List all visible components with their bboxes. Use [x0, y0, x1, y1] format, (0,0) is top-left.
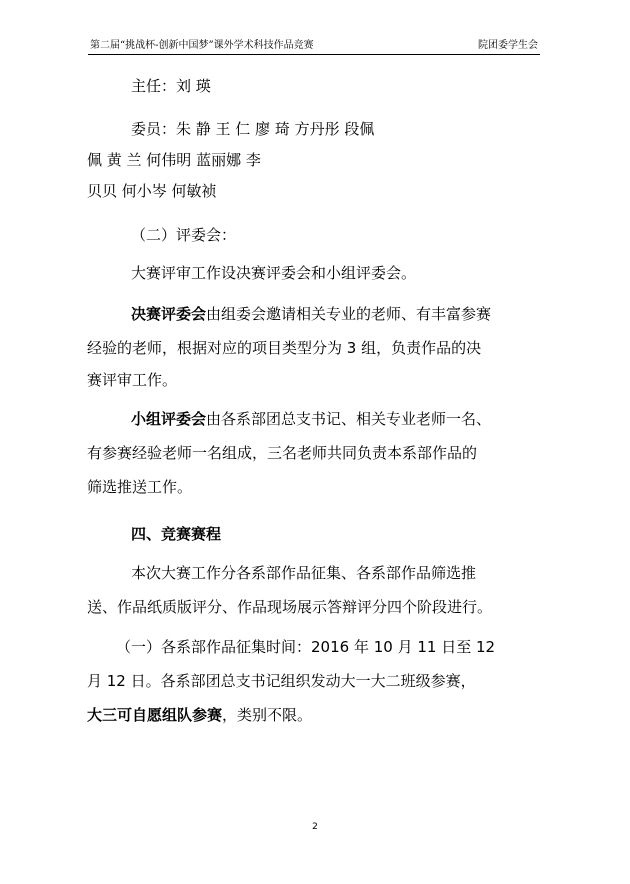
phase1-bold-text: 大三可自愿组队参赛	[87, 706, 223, 724]
group-committee-line-3: 筛选推送工作。	[87, 478, 193, 496]
group-committee-label: 小组评委会	[131, 410, 207, 428]
group-committee-line-1	[131, 409, 491, 429]
schedule-line-2: 送、作品纸质版评分、作品现场展示答辩评分四个阶段进行。	[87, 598, 493, 616]
phase1-rest-text: ，类别不限。	[222, 706, 313, 724]
schedule-section-heading: 四、竞赛赛程	[131, 525, 222, 543]
phase1-line-2: 月 12 日。各系部团总支书记组织发动大一大二班级参赛，	[87, 672, 476, 690]
page-number: 2	[312, 822, 318, 832]
group-committee-text: 由各系部团总支书记、相关专业老师一名、	[206, 410, 492, 428]
final-committee-text: 由组委会邀请相关专业的老师、有丰富参赛	[206, 305, 492, 323]
phase1-line-1: （一）各系部作品征集时间：2016 年 10 月 11 日至 12	[116, 638, 496, 656]
members-line-3: 贝贝 何小岑 何敏祯	[87, 182, 217, 200]
header-title: 第二届“挑战杯-创新中国梦”课外学术科技作品竞赛	[90, 40, 314, 51]
judges-intro: 大赛评审工作设决赛评委会和小组评委会。	[131, 264, 417, 282]
final-committee-line-2: 经验的老师，根据对应的项目类型分为 3 组，负责作品的决	[87, 339, 482, 357]
schedule-line-1: 本次大赛工作分各系部作品征集、各系部作品筛选推	[131, 564, 477, 582]
final-committee-line-1	[131, 304, 491, 324]
final-committee-label: 决赛评委会	[131, 305, 207, 323]
director-line: 主任：刘 瑛	[131, 77, 211, 95]
judges-section-heading: （二）评委会：	[131, 226, 237, 244]
group-committee-line-2: 有参赛经验老师一名组成，三名老师共同负责本系部作品的	[87, 444, 478, 462]
header-organization: 院团委学生会	[478, 40, 538, 51]
final-committee-line-3: 赛评审工作。	[87, 371, 178, 389]
members-line-1: 委员：朱 静 王 仁 廖 琦 方丹彤 段佩	[131, 120, 375, 138]
page-header	[88, 32, 540, 55]
phase1-line-3	[87, 705, 312, 725]
members-line-2: 佩 黄 兰 何伟明 蓝丽娜 李	[87, 151, 261, 169]
